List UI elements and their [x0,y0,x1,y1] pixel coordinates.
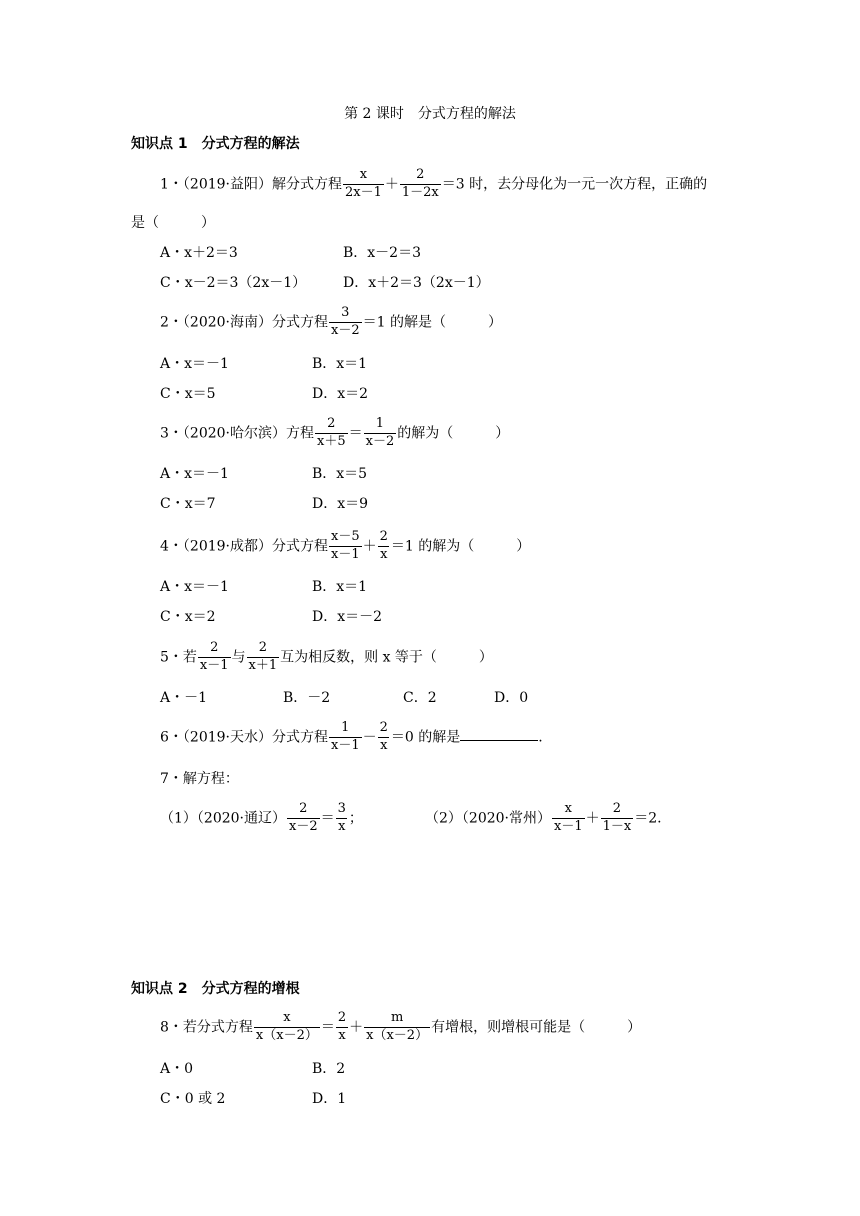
q4-option-b[interactable]: B．x＝1 [312,579,368,595]
q3-option-b[interactable]: B．x＝5 [312,466,368,482]
q6-answer-blank[interactable] [460,728,538,741]
q6-fraction-1: $\frac{1}{x-1}$ [331,720,360,753]
q8-fraction-2: $\frac{2}{x}$ [337,1010,347,1043]
section-heading-1: 知识点 1 分式方程的解法 [131,136,300,152]
q3-fraction-2: $\frac{1}{x-2}$ [365,416,395,449]
q4-option-c[interactable]: C・x＝2 [160,609,216,625]
question-1-stem: 1・（2019·益阳）解分式方程 $\frac{x}{2x-1}$ ＋ $\frac{2}{1-2x}$ ＝3 时，去分母化为一元一次方程，正确的 [160,167,708,200]
q3-option-d[interactable]: D．x＝9 [312,496,369,512]
q7p1-fraction-1: $\frac{2}{x-2}$ [289,801,318,834]
q3-option-a[interactable]: A・x＝－1 [160,466,229,482]
question-6-stem: 6・（2019·天水）分式方程 $\frac{1}{x-1}$ － $\frac{2}{x}$ ＝0 的解是 . [160,720,543,753]
q5-option-c[interactable]: C．2 [403,690,437,706]
q1-fraction-2: $\frac{2}{1-2x}$ [401,167,439,200]
q3-fraction-1: $\frac{2}{x+5}$ [317,416,346,449]
q5-option-d[interactable]: D．0 [494,690,529,706]
q7p2-fraction-2: $\frac{2}{1-x}$ [602,801,632,834]
q8-option-d[interactable]: D．1 [312,1091,347,1107]
question-7-part-1: （1）（2020·通辽） $\frac{2}{x-2}$ ＝ $\frac{3}{x}$ ； [160,801,363,834]
q2-option-d[interactable]: D．x＝2 [312,386,369,402]
q6-fraction-2: $\frac{2}{x}$ [379,720,388,753]
q7p2-fraction-1: $\frac{x}{x-1}$ [554,801,583,834]
q3-option-c[interactable]: C・x＝7 [160,496,216,512]
q7p1-fraction-2: $\frac{3}{x}$ [337,801,346,834]
question-3-stem: 3・（2020·哈尔滨）方程 $\frac{2}{x+5}$ ＝ $\frac{1}{x-2}$ 的解为（ ） [160,416,510,449]
q4-option-d[interactable]: D．x＝－2 [312,609,383,625]
q2-fraction-1: $\frac{3}{x-2}$ [331,305,360,338]
section-heading-2: 知识点 2 分式方程的增根 [131,981,300,997]
q4-fraction-2: $\frac{2}{x}$ [379,529,388,562]
q8-fraction-3: $\frac{m}{x(x-2)}$ [366,1010,429,1043]
q5-fraction-1: $\frac{2}{x-1}$ [199,640,229,673]
q1-prefix: 1・（2019·益阳）解分式方程 [160,176,342,193]
question-1-stem-line2: 是（ ） [131,215,215,231]
q5-option-b[interactable]: B．－2 [283,690,331,706]
q1-fraction-1: $\frac{x}{2x-1}$ [345,167,382,200]
q2-option-a[interactable]: A・x＝－1 [160,356,229,372]
q5-option-a[interactable]: A・－1 [160,690,208,706]
q8-fraction-1: $\frac{x}{x(x-2)}$ [255,1010,318,1043]
q1-option-b[interactable]: B．x－2＝3 [343,245,421,261]
page-title: 第 2 课时 分式方程的解法 [344,106,516,122]
q1-option-c[interactable]: C・x－2＝3（2x－1） [160,275,307,291]
question-4-stem: 4・（2019·成都）分式方程 $\frac{x-5}{x-1}$ ＋ $\frac{2}{x}$ ＝1 的解为（ ） [160,529,531,562]
q2-option-b[interactable]: B．x＝1 [312,356,368,372]
question-8-stem: 8・若分式方程 $\frac{x}{x(x-2)}$ ＝ $\frac{2}{x}$ ＋ $\frac{m}{x(x-2)}$ 有增根，则增根可能是（ ） [160,1010,642,1043]
question-5-stem: 5・若 $\frac{2}{x-1}$ 与 $\frac{2}{x+1}$ 互为相反数，则 x 等于（ ） [160,640,493,673]
q8-option-b[interactable]: B．2 [312,1061,346,1077]
q2-option-c[interactable]: C・x＝5 [160,386,216,402]
q1-option-a[interactable]: A・x＋2＝3 [160,245,238,261]
q1-option-d[interactable]: D．x＋2＝3（2x－1） [343,275,490,291]
q8-option-c[interactable]: C・0 或 2 [160,1091,226,1107]
question-7-part-2: （2）（2020·常州） $\frac{x}{x-1}$ ＋ $\frac{2}{1-x}$ ＝2. [425,801,662,834]
question-7-stem: 7・解方程： [160,771,239,787]
q8-option-a[interactable]: A・0 [160,1061,194,1077]
question-2-stem: 2・（2020·海南）分式方程 $\frac{3}{x-2}$ ＝1 的解是（ ） [160,305,502,338]
q4-option-a[interactable]: A・x＝－1 [160,579,229,595]
q5-fraction-2: $\frac{2}{x+1}$ [248,640,278,673]
q4-fraction-1: $\frac{x-5}{x-1}$ [331,529,360,562]
